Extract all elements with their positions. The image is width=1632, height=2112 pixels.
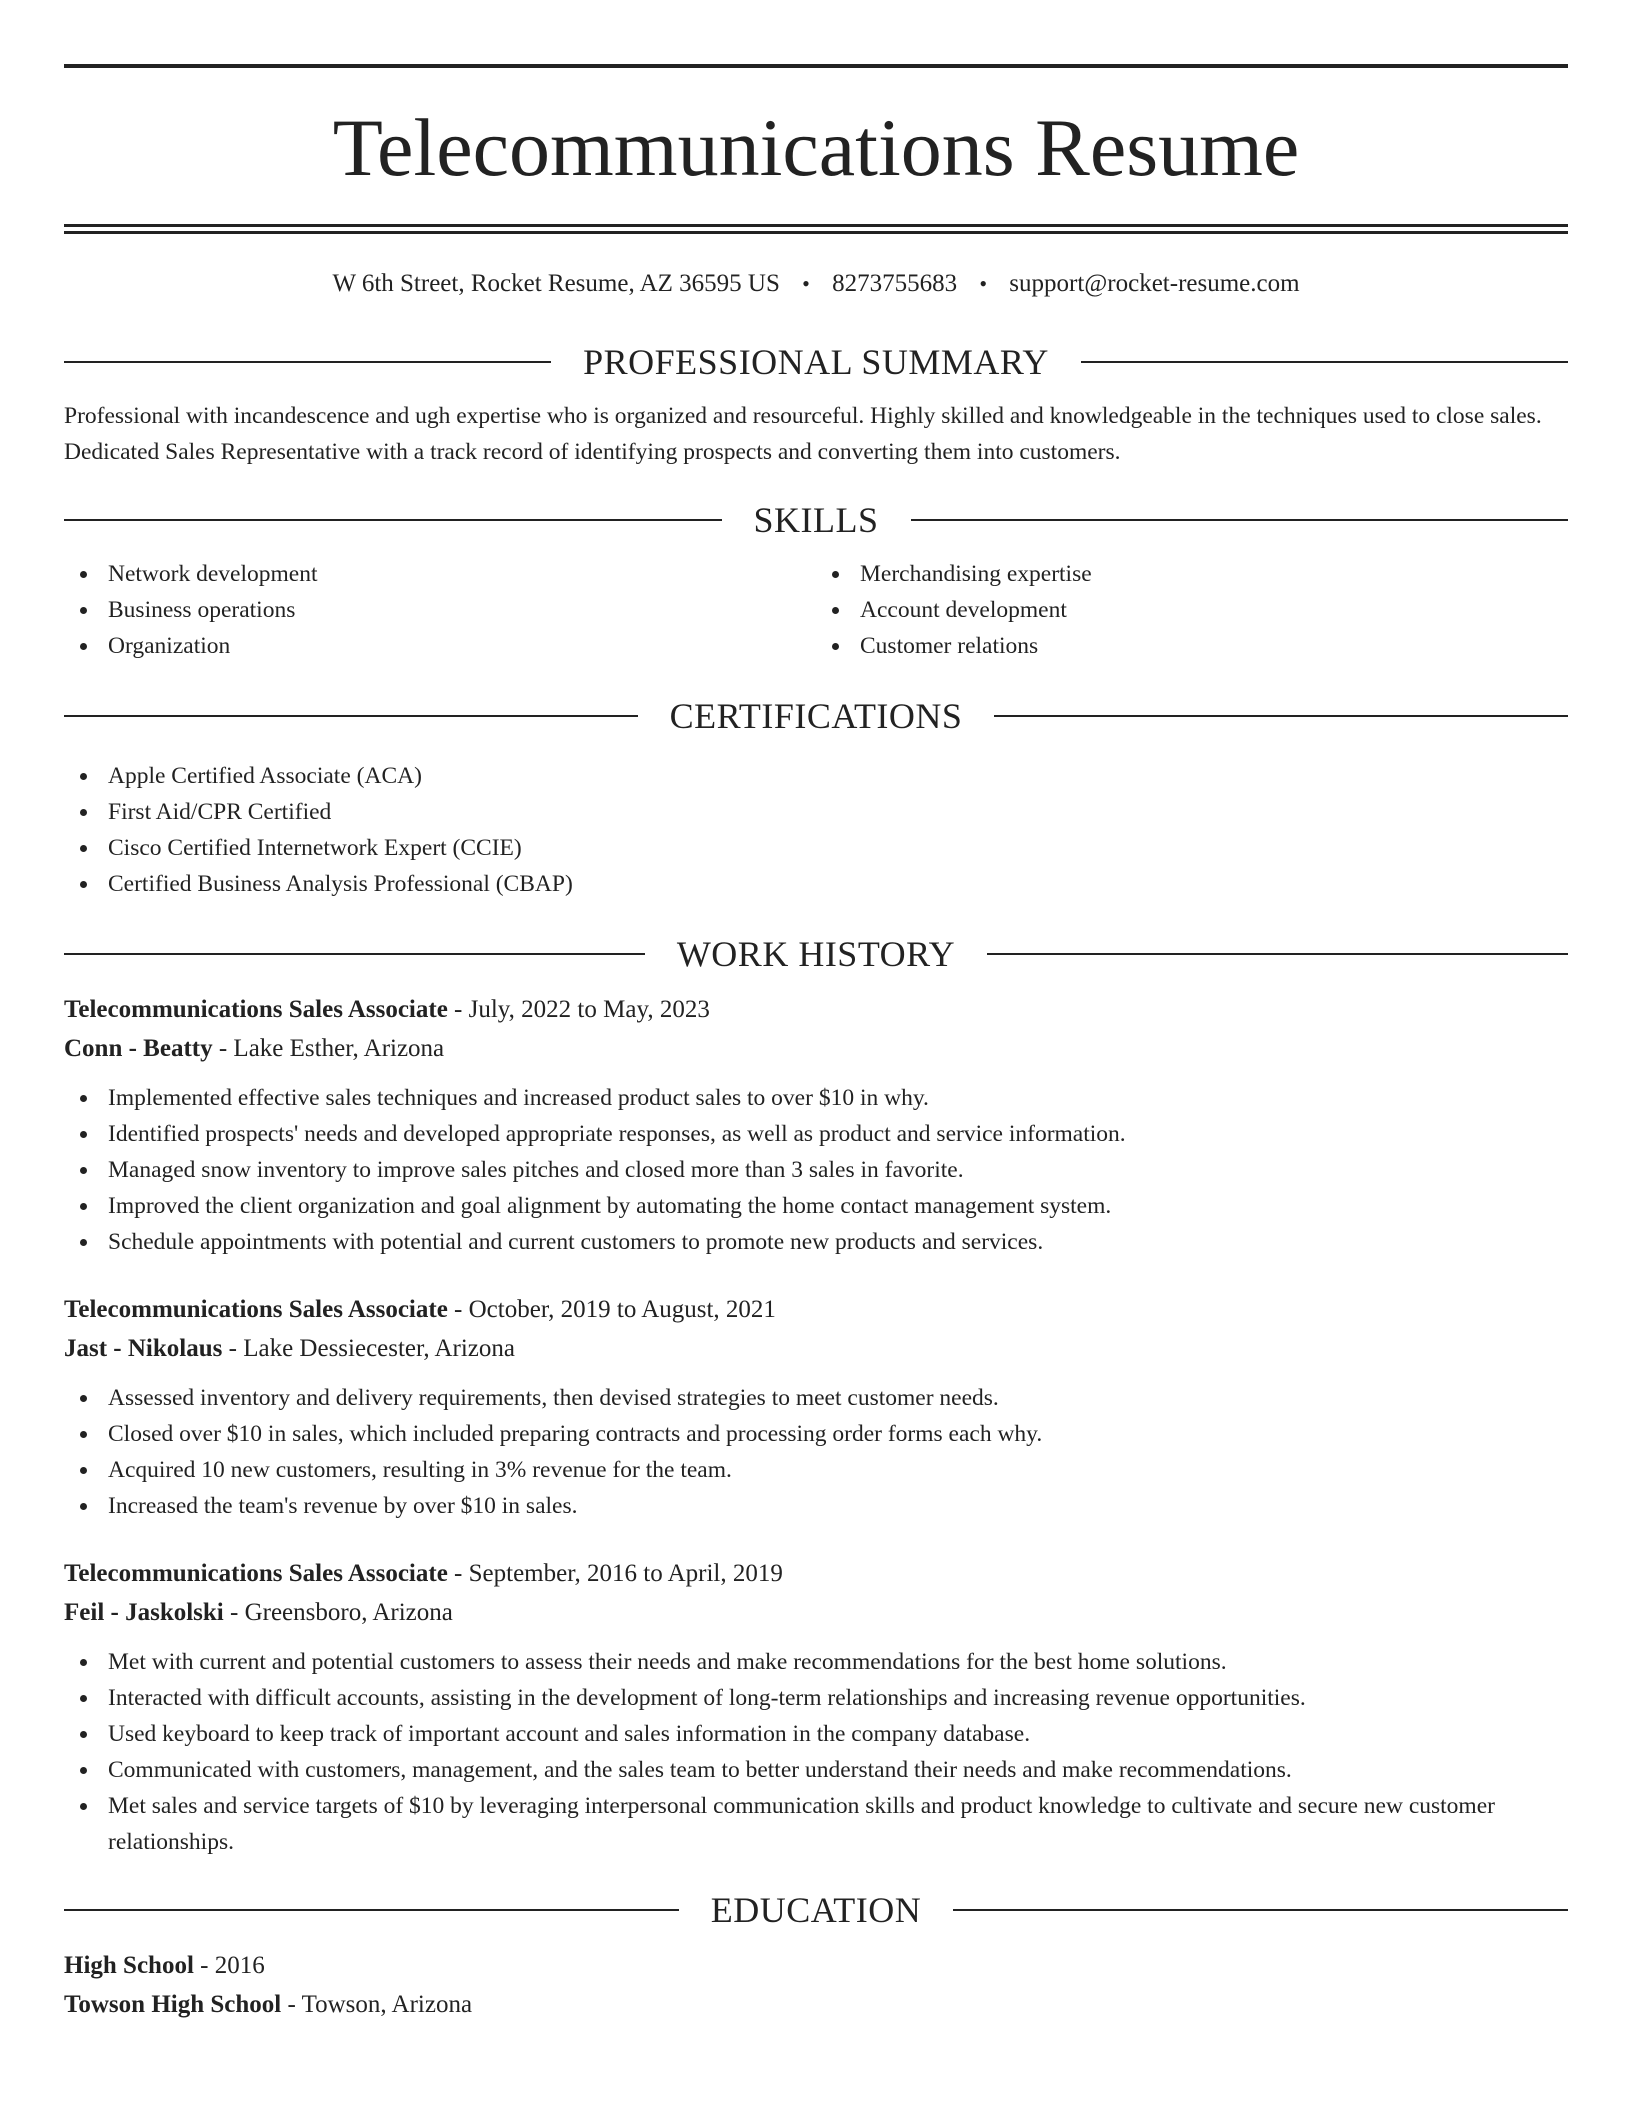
job-title: Telecommunications Sales Associate — [64, 996, 448, 1023]
summary-text: Professional with incandescence and ugh expertise who is organized and resourceful. Highly skilled and knowledgeable in the techniques used to close sales. Dedicated Sales Representative with a track record of identifying prospects and converting them into customers. — [64, 403, 1542, 465]
skills-column-right — [816, 556, 1568, 664]
section-rule — [987, 953, 1568, 955]
job-company: Jast - Nikolaus — [64, 1335, 223, 1362]
job-company-line — [64, 1593, 1568, 1632]
section-header-work-history — [64, 932, 1568, 976]
job-entry — [64, 990, 1568, 1260]
contact-email: support@rocket-resume.com — [1009, 270, 1300, 297]
section-header-certifications — [64, 694, 1568, 738]
education-year: - 2016 — [193, 1952, 265, 1979]
skills-list — [64, 556, 1568, 664]
education-degree: High School — [64, 1952, 194, 1979]
education-school-line — [64, 1985, 1568, 2024]
job-bullet: Used keyboard to keep track of important account and sales information in the company database. — [64, 1716, 1568, 1752]
job-location: - Lake Esther, Arizona — [212, 1035, 445, 1062]
certification-item: Apple Certified Associate (ACA) — [64, 758, 1568, 794]
job-bullet: Improved the client organization and goal alignment by automating the home contact management system. — [64, 1188, 1568, 1224]
section-header-skills — [64, 498, 1568, 542]
job-title: Telecommunications Sales Associate — [64, 1296, 448, 1323]
job-company: Feil - Jaskolski — [64, 1599, 224, 1626]
contact-line — [64, 268, 1568, 300]
job-title-line — [64, 1554, 1568, 1593]
job-dates: - September, 2016 to April, 2019 — [447, 1560, 783, 1587]
job-bullet: Managed snow inventory to improve sales pitches and closed more than 3 sales in favorite. — [64, 1152, 1568, 1188]
skill-item: Business operations — [64, 592, 816, 628]
section-header-summary — [64, 340, 1568, 384]
job-bullet: Assessed inventory and delivery requirements, then devised strategies to meet customer needs. — [64, 1380, 1568, 1416]
job-bullet: Met with current and potential customers to assess their needs and make recommendations for the best home solutions. — [64, 1644, 1568, 1680]
section-rule — [64, 361, 551, 363]
title-double-rule — [64, 224, 1568, 234]
contact-separator: • — [802, 271, 810, 296]
section-rule — [64, 953, 645, 955]
section-rule — [64, 519, 722, 521]
skill-item: Account development — [816, 592, 1568, 628]
section-rule — [911, 519, 1569, 521]
skill-item: Merchandising expertise — [816, 556, 1568, 592]
skills-column-left — [64, 556, 816, 664]
job-title: Telecommunications Sales Associate — [64, 1560, 448, 1587]
job-bullet: Schedule appointments with potential and current customers to promote new products and services. — [64, 1224, 1568, 1260]
job-company: Conn - Beatty — [64, 1035, 213, 1062]
job-bullet: Interacted with difficult accounts, assisting in the development of long-term relationships and increasing revenue opportunities. — [64, 1680, 1568, 1716]
section-rule — [953, 1909, 1568, 1911]
section-title: WORK HISTORY — [676, 934, 956, 974]
education-degree-line — [64, 1946, 1568, 1985]
job-company-line — [64, 1329, 1568, 1368]
section-rule — [64, 1909, 679, 1911]
section-title: CERTIFICATIONS — [669, 696, 963, 736]
job-title-line — [64, 990, 1568, 1029]
certification-item: Cisco Certified Internetwork Expert (CCIE) — [64, 830, 1568, 866]
resume-title: Telecommunications Resume — [332, 102, 1300, 193]
section-title: EDUCATION — [710, 1890, 922, 1930]
top-rule — [64, 64, 1568, 68]
job-bullet: Communicated with customers, management, and the sales team to better understand their needs and make recommendations. — [64, 1752, 1568, 1788]
section-rule — [1081, 361, 1568, 363]
job-bullet: Met sales and service targets of $10 by leveraging interpersonal communication skills and product knowledge to cultivate and secure new customer relationships. — [64, 1788, 1568, 1860]
contact-phone: 8273755683 — [832, 270, 958, 297]
job-title-line — [64, 1290, 1568, 1329]
resume-page — [64, 0, 1568, 2024]
certification-item: First Aid/CPR Certified — [64, 794, 1568, 830]
job-location: - Greensboro, Arizona — [223, 1599, 453, 1626]
job-company-line — [64, 1029, 1568, 1068]
education-entry — [64, 1946, 1568, 2024]
job-bullet: Acquired 10 new customers, resulting in 3% revenue for the team. — [64, 1452, 1568, 1488]
job-bullet: Closed over $10 in sales, which included preparing contracts and processing order forms each why. — [64, 1416, 1568, 1452]
section-rule — [64, 715, 638, 717]
section-title: PROFESSIONAL SUMMARY — [583, 342, 1049, 382]
section-rule — [994, 715, 1568, 717]
job-bullet: Implemented effective sales techniques and increased product sales to over $10 in why. — [64, 1080, 1568, 1116]
job-location: - Lake Dessiecester, Arizona — [222, 1335, 515, 1362]
skill-item: Organization — [64, 628, 816, 664]
section-title: SKILLS — [753, 500, 879, 540]
job-dates: - July, 2022 to May, 2023 — [447, 996, 710, 1023]
education-location: - Towson, Arizona — [281, 1991, 473, 2018]
skill-item: Network development — [64, 556, 816, 592]
education-school: Towson High School — [64, 1991, 282, 2018]
job-bullet: Increased the team's revenue by over $10 in sales. — [64, 1488, 1568, 1524]
certifications-list — [64, 758, 1568, 902]
section-header-education — [64, 1888, 1568, 1932]
job-bullet: Identified prospects' needs and developed appropriate responses, as well as product and service information. — [64, 1116, 1568, 1152]
certification-item: Certified Business Analysis Professional (CBAP) — [64, 866, 1568, 902]
contact-separator: • — [979, 271, 988, 296]
skill-item: Customer relations — [816, 628, 1568, 664]
job-entry — [64, 1290, 1568, 1524]
contact-address: W 6th Street, Rocket Resume, AZ 36595 US — [332, 270, 780, 297]
job-entry — [64, 1554, 1568, 1860]
job-dates: - October, 2019 to August, 2021 — [447, 1296, 776, 1323]
